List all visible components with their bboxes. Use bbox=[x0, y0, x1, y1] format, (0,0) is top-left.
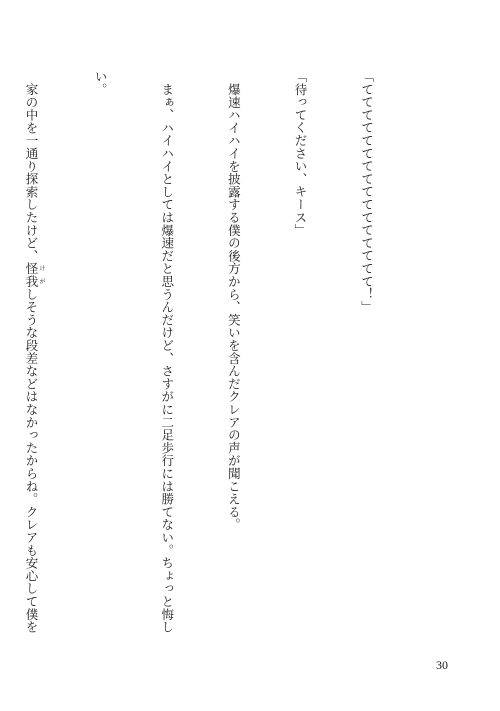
text-line: まぁ、ハイハイとしては爆速だと思うんだけど、さすがに二足歩行には勝てない。ちょっと悔し bbox=[159, 82, 175, 633]
text-line: 「てててててててててててててててて！」 bbox=[359, 70, 375, 314]
vertical-text-body bbox=[0, 70, 422, 640]
text-line: 「待ってください、キース」 bbox=[292, 70, 308, 237]
furigana-ruby: 怪我 けが bbox=[24, 261, 46, 288]
text-line: 家の中を一通り探索したけど、怪我 けがしそうな段差などはなかったからね。クレアも安心して僕を bbox=[24, 82, 46, 633]
page-number: 30 bbox=[436, 658, 448, 672]
text-line: 爆速ハイハイを披露する僕の後方から、笑いを含んだクレアの声が聞こえる。 bbox=[226, 82, 242, 531]
text-line: い。 bbox=[93, 70, 109, 96]
furigana-reading: けが bbox=[38, 261, 46, 288]
